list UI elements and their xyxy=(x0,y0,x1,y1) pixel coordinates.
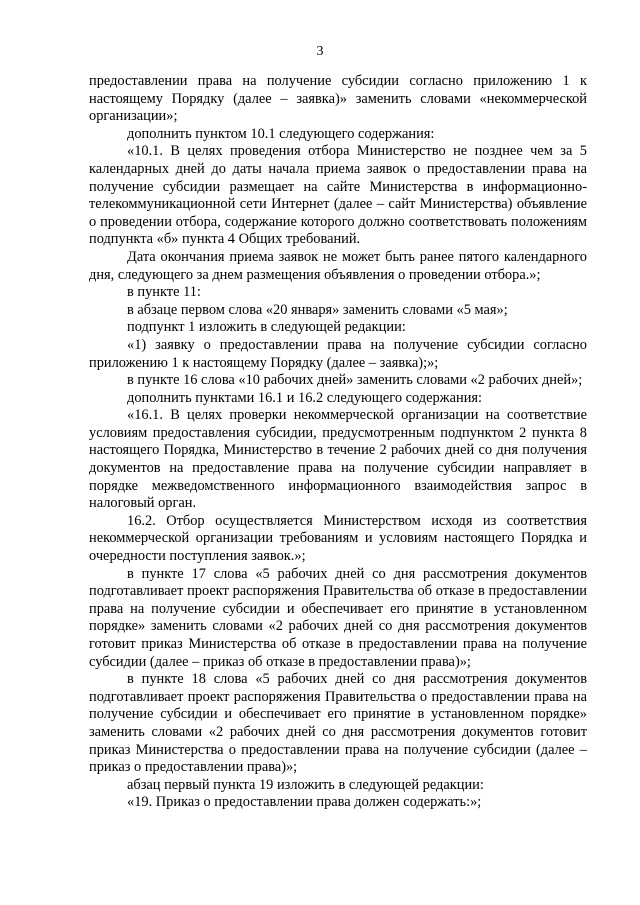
paragraph: «1) заявку о предоставлении права на получение субсидии согласно приложению 1 к настоящему Порядку (далее – заявка);»; xyxy=(89,336,587,371)
paragraph: абзац первый пункта 19 изложить в следующей редакции: xyxy=(127,776,484,793)
paragraph: в пункте 17 слова «5 рабочих дней со дня рассмотрения документов подготавливает проект распоряжения Правительства об отказе в предоставлении права на получение субсидии и обеспечивает его принятие в установленном порядке» заменить словами «2 рабочих дней со дня рассмотрения документов готовит приказ Министерства об отказе в предоставлении права на получение субсидии (далее – приказ об отказе в предоставлении права)»; xyxy=(89,565,587,670)
page-number: 3 xyxy=(316,44,324,59)
paragraph: в абзаце первом слова «20 января» заменить словами «5 мая»; xyxy=(127,301,508,318)
paragraph: «19. Приказ о предоставлении права должен содержать:»; xyxy=(127,794,482,811)
paragraph: подпункт 1 изложить в следующей редакции: xyxy=(127,319,406,336)
paragraph: дополнить пунктом 10.1 следующего содержания: xyxy=(127,125,435,142)
paragraph: в пункте 18 слова «5 рабочих дней со дня рассмотрения документов подготавливает проект распоряжения Правительства о предоставлении права на получение субсидии и обеспечивает его принятие в установленном порядке» заменить словами «2 рабочих дней со дня рассмотрения документов готовит приказ Министерства о предоставлении права на получение субсидии (далее – приказ о предоставлении права)»; xyxy=(89,671,587,776)
paragraph: Дата окончания приема заявок не может быть ранее пятого календарного дня, следующего за днем размещения объявления о проведении отбора.»; xyxy=(89,248,587,283)
paragraph: 16.2. Отбор осуществляется Министерством исходя из соответствия некоммерческой организации требованиям и условиям настоящего Порядка и очередности поступления заявок.»; xyxy=(89,512,587,565)
paragraph: предоставлении права на получение субсидии согласно приложению 1 к настоящему Порядку (далее – заявка)» заменить словами «некоммерческой организации»; xyxy=(89,73,587,125)
paragraph: «10.1. В целях проведения отбора Министерство не позднее чем за 5 календарных дней до даты начала приема заявок о предоставлении права на получение субсидии размещает на сайте Министерства в информационно-телекоммуникационной сети Интернет (далее – сайт Министерства) объявление о проведении отбора, содержание которого должно соответствовать положениям подпункта «б» пункта 4 Общих требований. xyxy=(89,143,587,248)
paragraph: в пункте 11: xyxy=(127,284,201,301)
paragraph: «16.1. В целях проверки некоммерческой организации на соответствие условиям предоставления субсидии, предусмотренным подпунктом 2 пункта 8 настоящего Порядка, Министерство в течение 2 рабочих дней со дня получения документов на предоставление права на получение субсидии направляет в порядке межведомственного информационного взаимодействия запрос в налоговый орган. xyxy=(89,407,587,512)
document-body xyxy=(89,73,587,812)
paragraph: дополнить пунктами 16.1 и 16.2 следующего содержания: xyxy=(127,389,483,406)
paragraph: в пункте 16 слова «10 рабочих дней» заменить словами «2 рабочих дней»; xyxy=(127,372,583,389)
